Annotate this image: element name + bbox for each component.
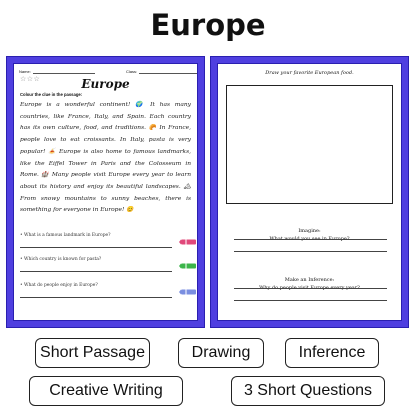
inference-question: Why do people visit Europe every year? bbox=[259, 285, 360, 291]
class-label: Class: bbox=[126, 69, 138, 74]
crayon-pink-icon bbox=[179, 239, 198, 245]
inference-label: Make an Inference: bbox=[284, 277, 335, 283]
inference-prompt bbox=[217, 276, 402, 292]
question-1: • What is a famous landmark in Europe? bbox=[20, 233, 111, 238]
crayon-blue-icon bbox=[179, 289, 198, 295]
answer-line bbox=[20, 271, 172, 272]
reading-passage: Europe is a wonderful continent! 🌍 It has many countries, like France, Italy, and Spain. Each country has its own culture, food, and traditions. 🥐 In France, people love to eat croissants. In Italy, pasta is very popular! 🍝 Europe is also home to famous landmarks, like the Eiffel Tower in Paris and the Colosseum in Rome. 🏰 Many people visit Europe every year to learn about its history and enjoy its beautiful landscapes. 🏔 From snowy mountains to sunny beaches, there is something for everyone in Europe! 😊 bbox=[20, 102, 191, 214]
drawing-worksheet-preview bbox=[211, 57, 408, 327]
question-2: • Which country is known for pasta? bbox=[20, 257, 102, 262]
question-3: • What do people enjoy in Europe? bbox=[20, 283, 98, 288]
answer-line bbox=[20, 297, 172, 298]
passage-worksheet-preview bbox=[7, 57, 204, 327]
answer-line bbox=[234, 251, 387, 252]
name-field-line bbox=[19, 69, 95, 74]
answer-line bbox=[234, 300, 387, 301]
tag-3-short-questions: 3 Short Questions bbox=[231, 376, 385, 406]
imagine-question: What would you see in Europe? bbox=[269, 236, 350, 242]
draw-prompt: Draw your favorite European food. bbox=[265, 70, 354, 76]
imagine-prompt bbox=[217, 227, 402, 243]
drawing-box bbox=[226, 85, 393, 204]
class-field-line bbox=[126, 69, 197, 74]
tag-drawing: Drawing bbox=[178, 338, 264, 368]
imagine-label: Imagine: bbox=[298, 228, 321, 234]
worksheet-heading: Europe bbox=[81, 77, 130, 91]
crayon-green-icon bbox=[179, 263, 198, 269]
tag-short-passage: Short Passage bbox=[35, 338, 150, 368]
tag-creative-writing: Creative Writing bbox=[29, 376, 183, 406]
answer-line bbox=[234, 288, 387, 289]
answer-line bbox=[234, 239, 387, 240]
page-title: Europe bbox=[150, 8, 266, 42]
tag-inference: Inference bbox=[285, 338, 379, 368]
name-label: Name: bbox=[19, 69, 31, 74]
answer-line bbox=[20, 247, 172, 248]
rating-stars-icon: ☆☆☆ bbox=[20, 76, 41, 83]
instruction-text: Colour the clue in the passage: bbox=[20, 92, 83, 97]
